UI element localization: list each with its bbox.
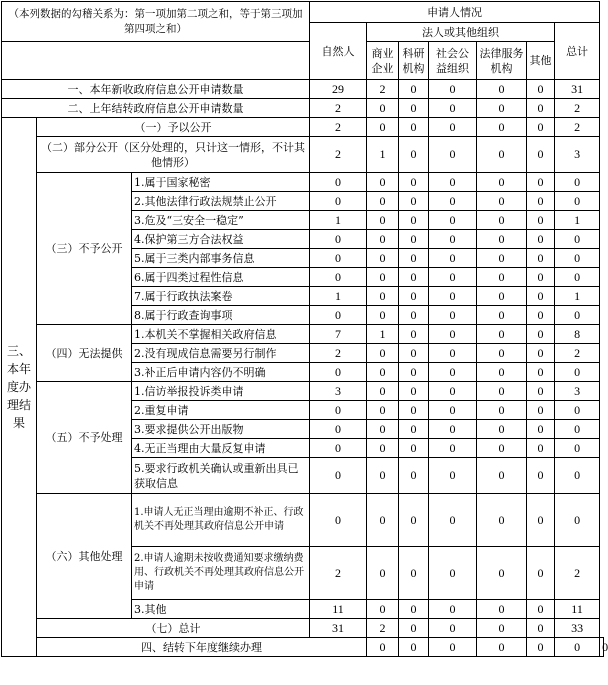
cell: 0	[555, 363, 600, 382]
cell: 0	[367, 401, 399, 420]
cell: 0	[477, 173, 527, 192]
cell: 0	[310, 230, 367, 249]
cell: 0	[429, 547, 477, 600]
cell: 0	[399, 80, 429, 99]
cell: 0	[477, 211, 527, 230]
cell: 0	[399, 420, 429, 439]
cell: 0	[367, 173, 399, 192]
cell: 0	[367, 211, 399, 230]
cell: 0	[429, 638, 477, 657]
cell: 29	[310, 80, 367, 99]
row-label: （七）总计	[37, 619, 310, 638]
cell: 0	[367, 249, 399, 268]
cell: 0	[477, 600, 527, 619]
cell: 0	[555, 173, 600, 192]
cell: 0	[399, 306, 429, 325]
row-label: 3.补正后申请内容仍不明确	[132, 363, 310, 382]
cell: 0	[477, 619, 527, 638]
cell: 0	[477, 249, 527, 268]
cell: 0	[555, 192, 600, 211]
cell: 0	[527, 268, 555, 287]
cell: 0	[310, 192, 367, 211]
cell: 0	[429, 420, 477, 439]
cell: 0	[367, 363, 399, 382]
cell: 0	[527, 287, 555, 306]
cell: 2	[555, 547, 600, 600]
cell: 0	[399, 268, 429, 287]
cell: 0	[367, 344, 399, 363]
cell: 0	[477, 638, 527, 657]
cell: 0	[429, 325, 477, 344]
cell: 2	[367, 619, 399, 638]
cell: 1	[310, 287, 367, 306]
cell: 3	[310, 382, 367, 401]
row-label: 4.保护第三方合法权益	[132, 230, 310, 249]
cell: 0	[367, 192, 399, 211]
row-label: 4.无正当理由大量反复申请	[132, 439, 310, 458]
cell: 0	[399, 137, 429, 173]
cell: 0	[429, 80, 477, 99]
cell: 1	[310, 211, 367, 230]
applicant-info-header: 申请人情况	[310, 2, 600, 23]
cell: 0	[477, 420, 527, 439]
cell: 0	[367, 118, 399, 137]
commercial-header: 商业企业	[367, 42, 399, 80]
cell: 0	[429, 306, 477, 325]
table-row	[2, 382, 604, 401]
cell: 0	[477, 80, 527, 99]
cell: 2	[367, 80, 399, 99]
info-disclosure-table	[1, 1, 608, 657]
social-header: 社会公益组织	[429, 42, 477, 80]
cell: 0	[429, 137, 477, 173]
cell: 0	[527, 173, 555, 192]
cell: 0	[555, 401, 600, 420]
cell: 0	[367, 268, 399, 287]
cell: 1	[555, 287, 600, 306]
cell: 0	[310, 249, 367, 268]
cell: 0	[367, 287, 399, 306]
cell: 0	[429, 249, 477, 268]
research-header: 科研机构	[399, 42, 429, 80]
cell: 0	[527, 249, 555, 268]
cell: 0	[527, 638, 555, 657]
row-label: 1.本机关不掌握相关政府信息	[132, 325, 310, 344]
cell: 0	[399, 401, 429, 420]
cell: 0	[310, 401, 367, 420]
cell: 3	[555, 382, 600, 401]
cell: 0	[399, 458, 429, 494]
cell: 0	[527, 344, 555, 363]
group-label: （三）不予公开	[37, 173, 132, 325]
table-row	[2, 173, 604, 192]
header-spacer	[2, 42, 310, 80]
cell: 0	[527, 458, 555, 494]
cell: 2	[310, 137, 367, 173]
cell: 0	[367, 99, 399, 118]
cell: 0	[399, 382, 429, 401]
cell: 0	[527, 230, 555, 249]
cell: 0	[555, 638, 600, 657]
cell: 0	[367, 638, 399, 657]
row-label: 3.其他	[132, 600, 310, 619]
cell: 0	[477, 382, 527, 401]
cell: 0	[310, 363, 367, 382]
cell: 31	[310, 619, 367, 638]
table-row	[2, 118, 604, 137]
cell: 0	[399, 325, 429, 344]
cell: 0	[399, 547, 429, 600]
cell: 0	[429, 287, 477, 306]
cell: 0	[555, 458, 600, 494]
cell: 11	[310, 600, 367, 619]
cell: 0	[555, 306, 600, 325]
row-label: 1.属于国家秘密	[132, 173, 310, 192]
table-row	[2, 325, 604, 344]
total-header: 总计	[555, 23, 600, 80]
cell: 2	[310, 118, 367, 137]
cell: 0	[429, 268, 477, 287]
group-label: （六）其他处理	[37, 494, 132, 619]
row-label: 2.申请人逾期未按收费通知要求缴纳费用、行政机关不再处理其政府信息公开申请	[132, 547, 310, 600]
cell: 0	[399, 230, 429, 249]
row-label: 四、结转下年度继续办理	[37, 638, 367, 657]
cell: 0	[555, 439, 600, 458]
cell: 0	[399, 249, 429, 268]
cell: 0	[477, 401, 527, 420]
cell: 0	[367, 306, 399, 325]
cell: 0	[367, 230, 399, 249]
cell: 0	[399, 192, 429, 211]
cell: 3	[555, 137, 600, 173]
row-label: 二、上年结转政府信息公开申请数量	[2, 99, 310, 118]
row-label: 7.属于行政执法案卷	[132, 287, 310, 306]
cell: 0	[310, 268, 367, 287]
row-label: 2.没有现成信息需要另行制作	[132, 344, 310, 363]
cell: 0	[399, 118, 429, 137]
cell: 0	[429, 439, 477, 458]
cell: 0	[367, 600, 399, 619]
cell: 0	[367, 382, 399, 401]
cell: 1	[367, 325, 399, 344]
table-row	[2, 80, 604, 99]
cell: 2	[310, 344, 367, 363]
cell: 2	[555, 99, 600, 118]
cell: 2	[310, 547, 367, 600]
cell: 0	[527, 325, 555, 344]
cell: 2	[310, 99, 367, 118]
cell: 0	[399, 173, 429, 192]
cell: 0	[477, 192, 527, 211]
cell: 0	[429, 118, 477, 137]
cell: 0	[477, 547, 527, 600]
row-label: 6.属于四类过程性信息	[132, 268, 310, 287]
cell: 0	[555, 420, 600, 439]
cell: 0	[600, 638, 604, 657]
cell: 0	[310, 439, 367, 458]
cell: 0	[429, 401, 477, 420]
cell: 0	[429, 230, 477, 249]
cell: 0	[429, 173, 477, 192]
cell: 0	[477, 458, 527, 494]
table-row	[2, 99, 604, 118]
cell: 0	[399, 344, 429, 363]
cell: 0	[527, 619, 555, 638]
header-note: （本列数据的勾稽关系为：第一项加第二项之和，等于第三项加第四项之和）	[2, 2, 310, 42]
cell: 1	[367, 137, 399, 173]
cell: 0	[477, 268, 527, 287]
group-label: （五）不予处理	[37, 382, 132, 494]
cell: 0	[399, 99, 429, 118]
cell: 0	[555, 268, 600, 287]
cell: 0	[477, 99, 527, 118]
cell: 11	[555, 600, 600, 619]
row-label: （二）部分公开（区分处理的，只计这一情形，不计其他情形）	[37, 137, 310, 173]
cell: 0	[310, 458, 367, 494]
cell: 0	[527, 211, 555, 230]
cell: 0	[477, 118, 527, 137]
cell: 0	[527, 439, 555, 458]
cell: 0	[310, 420, 367, 439]
cell: 0	[477, 287, 527, 306]
cell: 0	[477, 325, 527, 344]
cell: 0	[399, 211, 429, 230]
cell: 0	[527, 118, 555, 137]
cell: 0	[429, 211, 477, 230]
cell: 2	[555, 118, 600, 137]
row-label: 一、本年新收政府信息公开申请数量	[2, 80, 310, 99]
cell: 0	[429, 99, 477, 118]
cell: 0	[477, 344, 527, 363]
cell: 0	[527, 401, 555, 420]
cell: 0	[367, 420, 399, 439]
row-label: 5.要求行政机关确认或重新出具已获取信息	[132, 458, 310, 494]
row-label: 1.申请人无正当理由逾期不补正、行政机关不再处理其政府信息公开申请	[132, 494, 310, 547]
cell: 0	[399, 439, 429, 458]
cell: 0	[527, 306, 555, 325]
cell: 0	[527, 382, 555, 401]
cell: 0	[367, 458, 399, 494]
cell: 0	[429, 363, 477, 382]
cell: 0	[429, 494, 477, 547]
cell: 0	[555, 494, 600, 547]
row-label: 5.属于三类内部事务信息	[132, 249, 310, 268]
cell: 0	[310, 173, 367, 192]
cell: 0	[477, 230, 527, 249]
cell: 0	[367, 439, 399, 458]
cell: 33	[555, 619, 600, 638]
cell: 2	[555, 344, 600, 363]
legal-service-header: 法律服务机构	[477, 42, 527, 80]
cell: 0	[527, 600, 555, 619]
cell: 0	[527, 99, 555, 118]
table-row	[2, 494, 604, 547]
legal-org-header: 法人或其他组织	[367, 23, 555, 42]
cell: 0	[527, 80, 555, 99]
cell: 0	[310, 306, 367, 325]
cell: 7	[310, 325, 367, 344]
cell: 0	[367, 494, 399, 547]
cell: 0	[399, 494, 429, 547]
other-header: 其他	[527, 42, 555, 80]
cell: 0	[527, 192, 555, 211]
cell: 0	[429, 382, 477, 401]
cell: 0	[555, 249, 600, 268]
cell: 0	[399, 363, 429, 382]
cell: 0	[477, 494, 527, 547]
cell: 8	[555, 325, 600, 344]
row-label: （一）予以公开	[37, 118, 310, 137]
row-label: 2.重复申请	[132, 401, 310, 420]
cell: 0	[399, 600, 429, 619]
cell: 0	[527, 494, 555, 547]
group-label: （四）无法提供	[37, 325, 132, 382]
table-row	[2, 619, 604, 638]
cell: 0	[399, 287, 429, 306]
section-three-label: 三、本年度办理结果	[2, 118, 37, 657]
cell: 0	[399, 638, 429, 657]
row-label: 3.危及“三安全一稳定”	[132, 211, 310, 230]
cell: 0	[555, 230, 600, 249]
row-label: 1.信访举报投诉类申请	[132, 382, 310, 401]
table-row	[2, 638, 604, 657]
cell: 0	[527, 547, 555, 600]
row-label: 8.属于行政查询事项	[132, 306, 310, 325]
cell: 0	[429, 458, 477, 494]
row-label: 2.其他法律行政法规禁止公开	[132, 192, 310, 211]
cell: 0	[429, 600, 477, 619]
natural-person-header: 自然人	[310, 23, 367, 80]
cell: 1	[555, 211, 600, 230]
cell: 0	[399, 619, 429, 638]
cell: 0	[477, 363, 527, 382]
cell: 0	[429, 192, 477, 211]
cell: 0	[527, 363, 555, 382]
cell: 0	[527, 137, 555, 173]
table-row	[2, 137, 604, 173]
cell: 0	[477, 137, 527, 173]
cell: 0	[310, 494, 367, 547]
cell: 0	[367, 547, 399, 600]
cell: 31	[555, 80, 600, 99]
cell: 0	[429, 344, 477, 363]
cell: 0	[429, 619, 477, 638]
cell: 0	[477, 439, 527, 458]
cell: 0	[527, 420, 555, 439]
cell: 0	[477, 306, 527, 325]
row-label: 3.要求提供公开出版物	[132, 420, 310, 439]
